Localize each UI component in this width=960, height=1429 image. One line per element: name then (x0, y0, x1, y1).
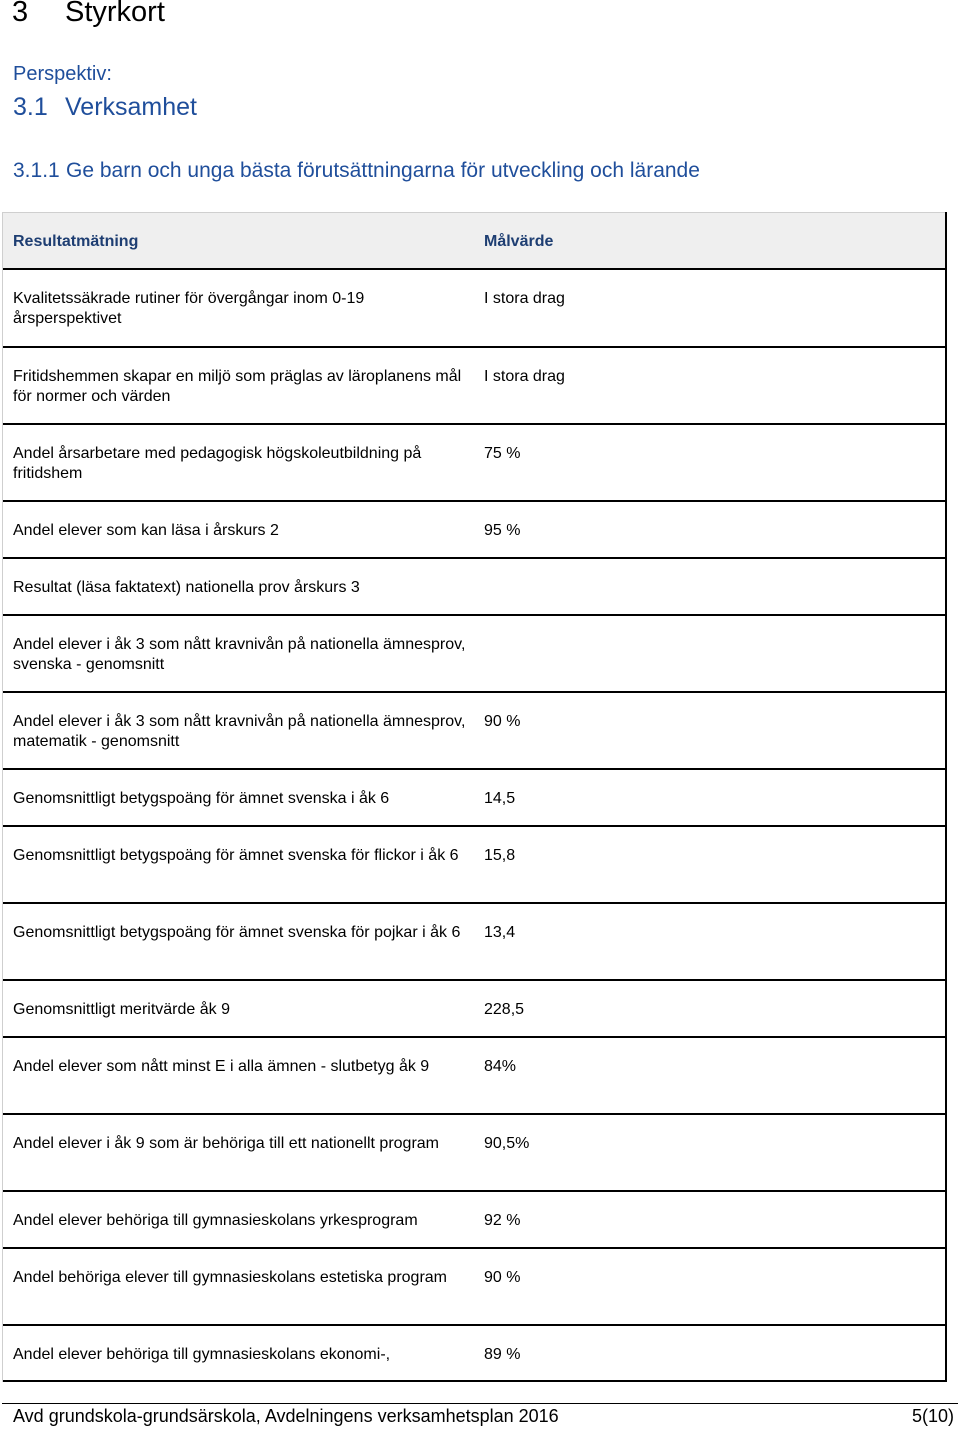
target-cell: I stora drag (484, 290, 565, 307)
measure-cell: Andel elever som kan läsa i årskurs 2 (13, 522, 279, 539)
measure-cell: Andel elever behöriga till gymnasieskolans ekonomi-, (13, 1346, 391, 1363)
target-cell: 90,5% (484, 1135, 530, 1152)
section-heading (13, 93, 197, 122)
chapter-heading (12, 0, 165, 29)
perspective-label: Perspektiv: (13, 63, 112, 85)
table-row (3, 827, 945, 904)
measure-cell: Fritidshemmen skapar en miljö som präglas av läroplanens mål för normer och värden (13, 368, 462, 405)
measure-cell: Genomsnittligt meritvärde åk 9 (13, 1001, 230, 1018)
target-cell: 228,5 (484, 1001, 525, 1018)
table-row (3, 770, 945, 827)
measure-cell: Genomsnittligt betygspoäng för ämnet svenska för flickor i åk 6 (13, 847, 459, 864)
table-header-row (3, 212, 945, 270)
target-cell: 15,8 (484, 847, 516, 864)
measure-cell: Andel elever i åk 3 som nått kravnivån på nationella ämnesprov, svenska - genomsnitt (13, 636, 466, 673)
measure-cell: Genomsnittligt betygspoäng för ämnet svenska för pojkar i åk 6 (13, 924, 461, 941)
subsection-title: Ge barn och unga bästa förutsättningarna för utveckling och lärande (66, 159, 700, 182)
header-target: Målvärde (484, 233, 554, 250)
measure-cell: Andel elever som nått minst E i alla ämnen - slutbetyg åk 9 (13, 1058, 430, 1075)
table-row (3, 502, 945, 559)
table-row (3, 1192, 945, 1249)
target-cell: 89 % (484, 1346, 521, 1363)
table-row (3, 1249, 945, 1326)
target-cell: 75 % (484, 445, 521, 462)
table-row (3, 1115, 945, 1192)
measure-cell: Kvalitetssäkrade rutiner för övergångar inom 0-19 årsperspektivet (13, 290, 365, 327)
measure-cell: Andel årsarbetare med pedagogisk högskoleutbildning på fritidshem (13, 445, 422, 482)
table-row (3, 1326, 945, 1382)
table-row (3, 559, 945, 616)
measure-cell: Genomsnittligt betygspoäng för ämnet svenska i åk 6 (13, 790, 390, 807)
measure-cell: Resultat (läsa faktatext) nationella prov årskurs 3 (13, 579, 360, 596)
section-number: 3.1 (13, 93, 48, 121)
target-cell: 13,4 (484, 924, 516, 941)
table-row (3, 270, 945, 348)
chapter-number: 3 (12, 0, 29, 28)
measure-cell: Andel elever i åk 9 som är behöriga till ett nationellt program (13, 1135, 439, 1152)
chapter-title: Styrkort (65, 0, 165, 28)
measure-cell: Andel elever behöriga till gymnasieskolans yrkesprogram (13, 1212, 418, 1229)
table-row (3, 1038, 945, 1115)
target-cell: 92 % (484, 1212, 521, 1229)
table-row (3, 616, 945, 693)
subsection-number: 3.1.1 (13, 159, 60, 182)
table-row (3, 425, 945, 502)
target-cell: I stora drag (484, 368, 565, 385)
header-measure: Resultatmätning (13, 233, 139, 250)
footer-text: Avd grundskola-grundsärskola, Avdelningens verksamhetsplan 2016 (13, 1406, 559, 1426)
table-row (3, 981, 945, 1038)
section-title: Verksamhet (65, 93, 198, 121)
page-number: 5(10) (911, 1406, 954, 1426)
table-row (3, 904, 945, 981)
results-table (2, 212, 947, 1382)
target-cell: 90 % (484, 1269, 521, 1286)
measure-cell: Andel elever i åk 3 som nått kravnivån på nationella ämnesprov, matematik - genomsnitt (13, 713, 466, 750)
target-cell: 95 % (484, 522, 521, 539)
table-row (3, 348, 945, 425)
target-cell: 14,5 (484, 790, 516, 807)
target-cell: 90 % (484, 713, 521, 730)
table-row (3, 693, 945, 770)
measure-cell: Andel behöriga elever till gymnasieskolans estetiska program (13, 1269, 447, 1286)
target-cell: 84% (484, 1058, 517, 1075)
footer-divider (2, 1403, 958, 1404)
subsection-heading (13, 159, 700, 183)
